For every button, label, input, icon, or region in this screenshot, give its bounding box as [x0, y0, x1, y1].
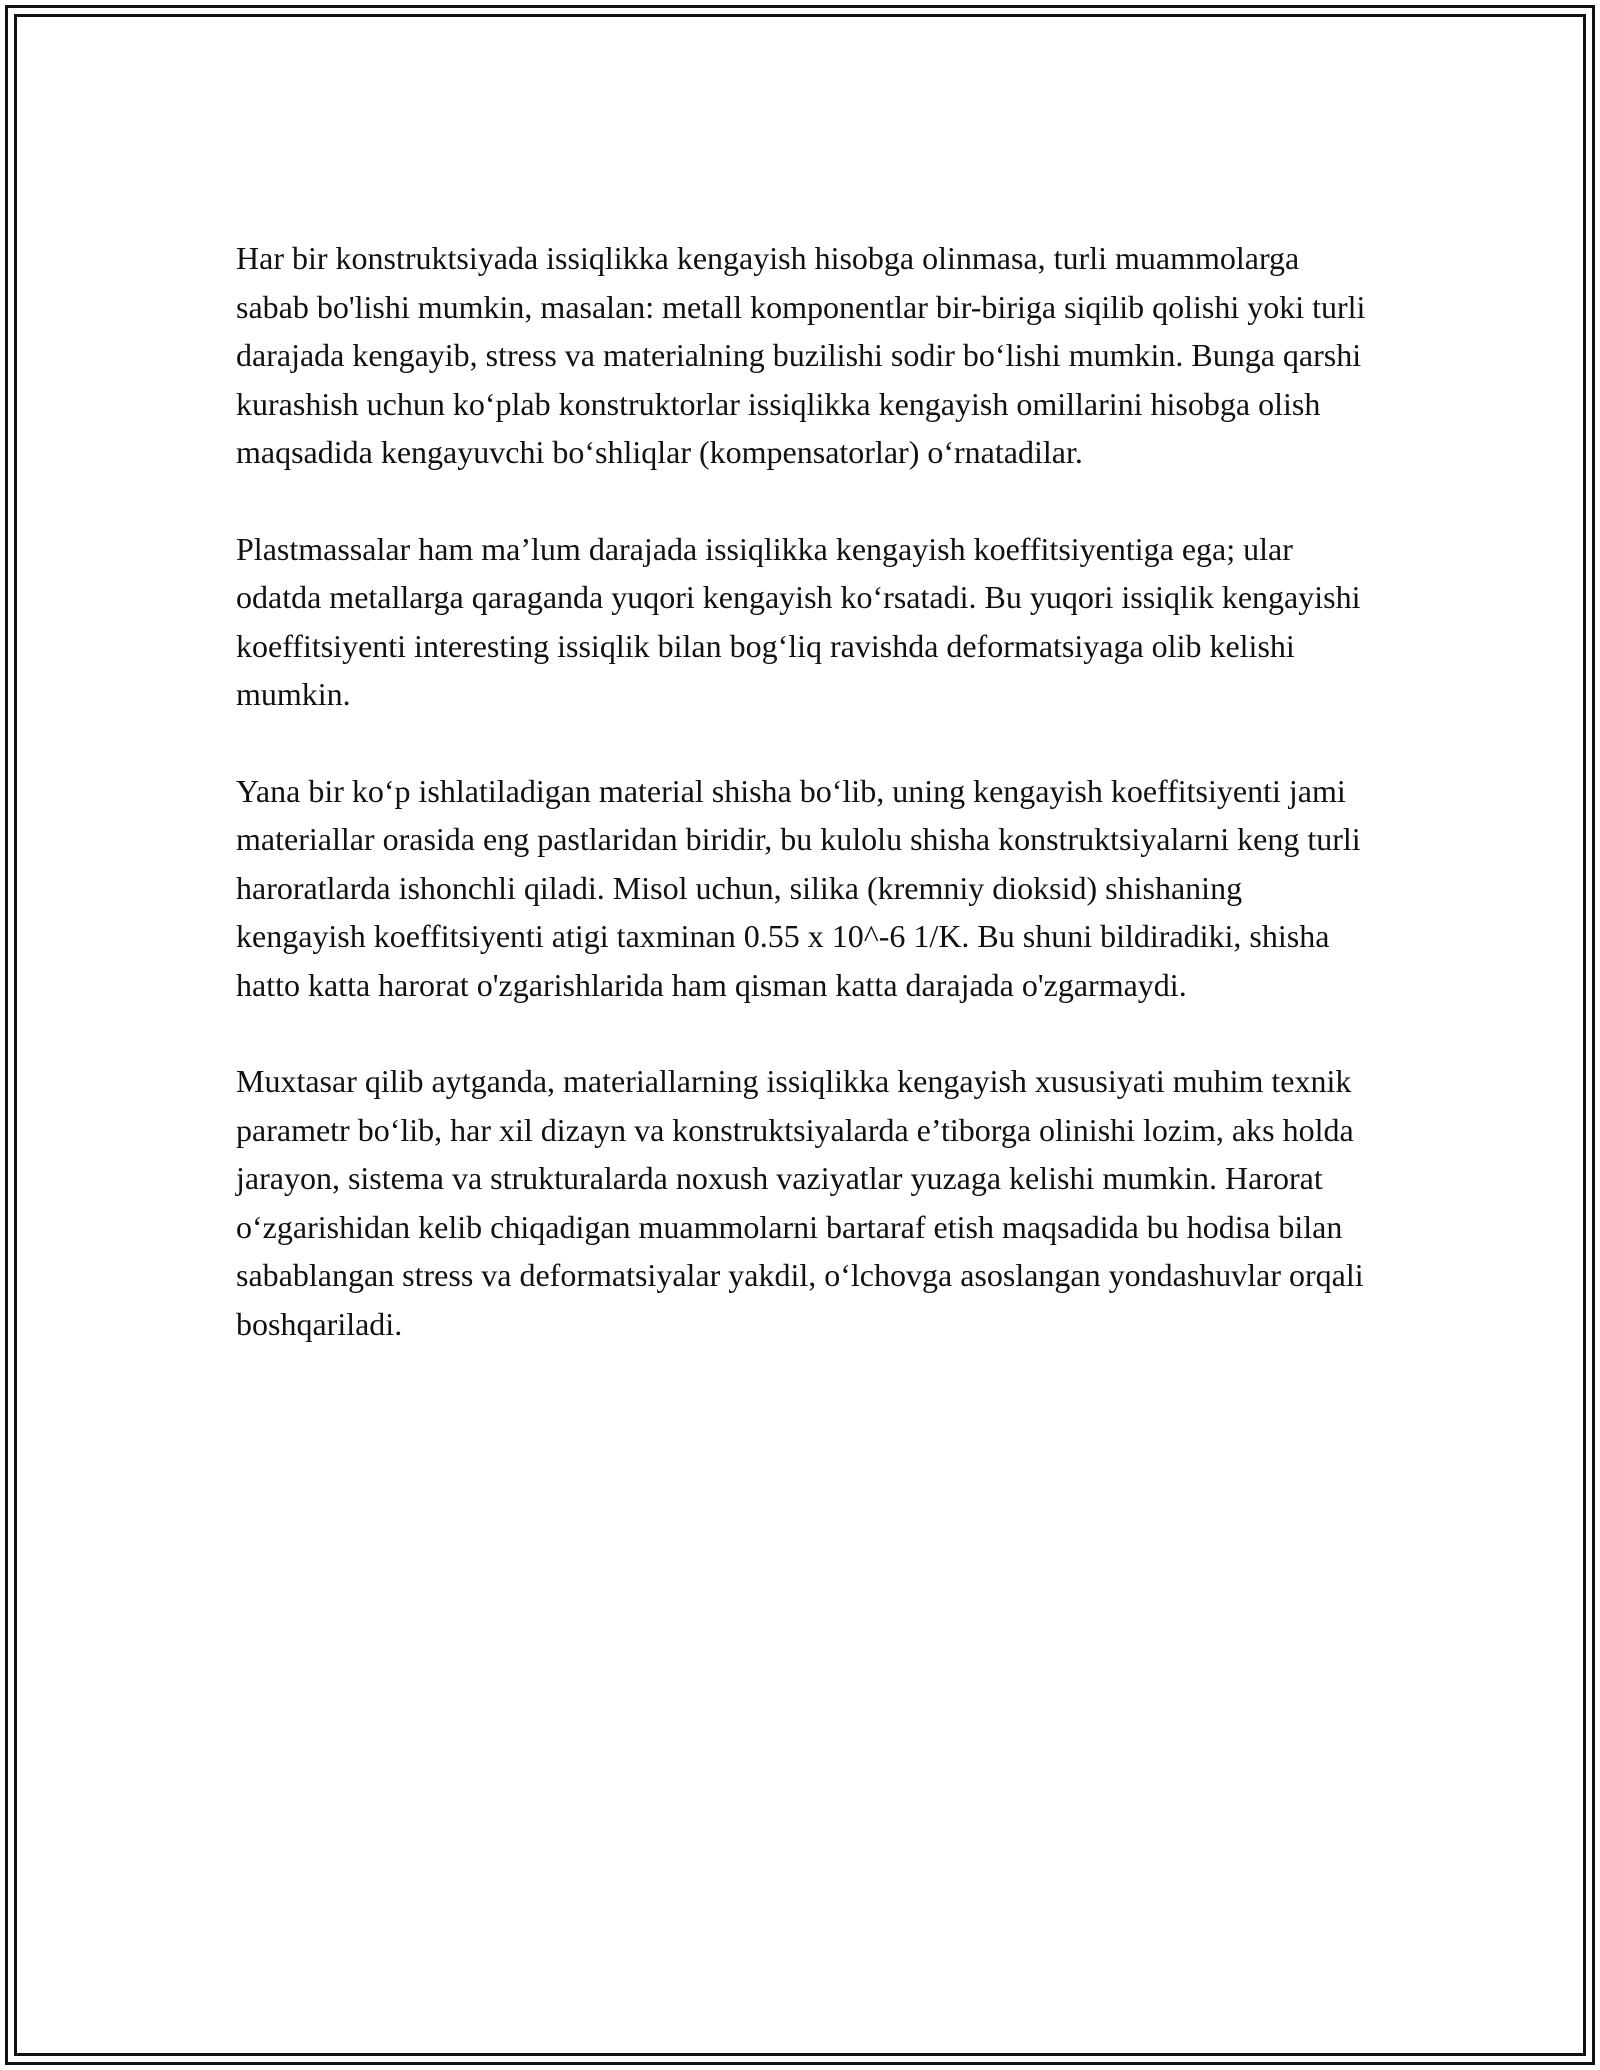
paragraph-4: Muxtasar qilib aytganda, materiallarning issiqlikka kengayish xususiyati muhim texnik parametr bo‘lib, har xil dizayn va konstruktsiyalarda e’tiborga olinishi lozim, aks holda jarayon, sistema va strukturalarda noxush vaziyatlar yuzaga kelishi mumkin. Harorat o‘zgarishidan kelib chiqadigan muammolarni bartaraf etish maqsadida bu hodisa bilan sabablangan stress va deformatsiyalar yakdil, o‘lchovga asoslangan yondashuvlar orqali boshqariladi. [236, 1063, 1364, 1342]
document-body [236, 234, 1376, 1396]
paragraph-1: Har bir konstruktsiyada issiqlikka kengayish hisobga olinmasa, turli muammolarga sabab bo'lishi mumkin, masalan: metall komponentlar bir-biriga siqilib qolishi yoki turli darajada kengayib, stress va materialning buzilishi sodir bo‘lishi mumkin. Bunga qarshi kurashish uchun ko‘plab konstruktorlar issiqlikka kengayish omillarini hisobga olish maqsadida kengayuvchi bo‘shliqlar (kompensatorlar) o‘rnatadilar. [236, 240, 1366, 470]
paragraph-3: Yana bir ko‘p ishlatiladigan material shisha bo‘lib, uning kengayish koeffitsiyenti jami materiallar orasida eng pastlaridan biridir, bu kulolu shisha konstruktsiyalarni keng turli haroratlarda ishonchli qiladi. Misol uchun, silika (kremniy dioksid) shishaning kengayish koeffitsiyenti atigi taxminan 0.55 x 10^-6 1/K. Bu shuni bildiradiki, shisha hatto katta harorat o'zgarishlarida ham qisman katta darajada o'zgarmaydi. [236, 772, 1361, 1003]
paragraph-2: Plastmassalar ham ma’lum darajada issiqlikka kengayish koeffitsiyentiga ega; ular odatda metallarga qaraganda yuqori kengayish ko‘rsatadi. Bu yuqori issiqlik kengayishi koeffitsiyenti interesting issiqlik bilan bog‘liq ravishda deformatsiyaga olib kelishi mumkin. [236, 530, 1361, 712]
